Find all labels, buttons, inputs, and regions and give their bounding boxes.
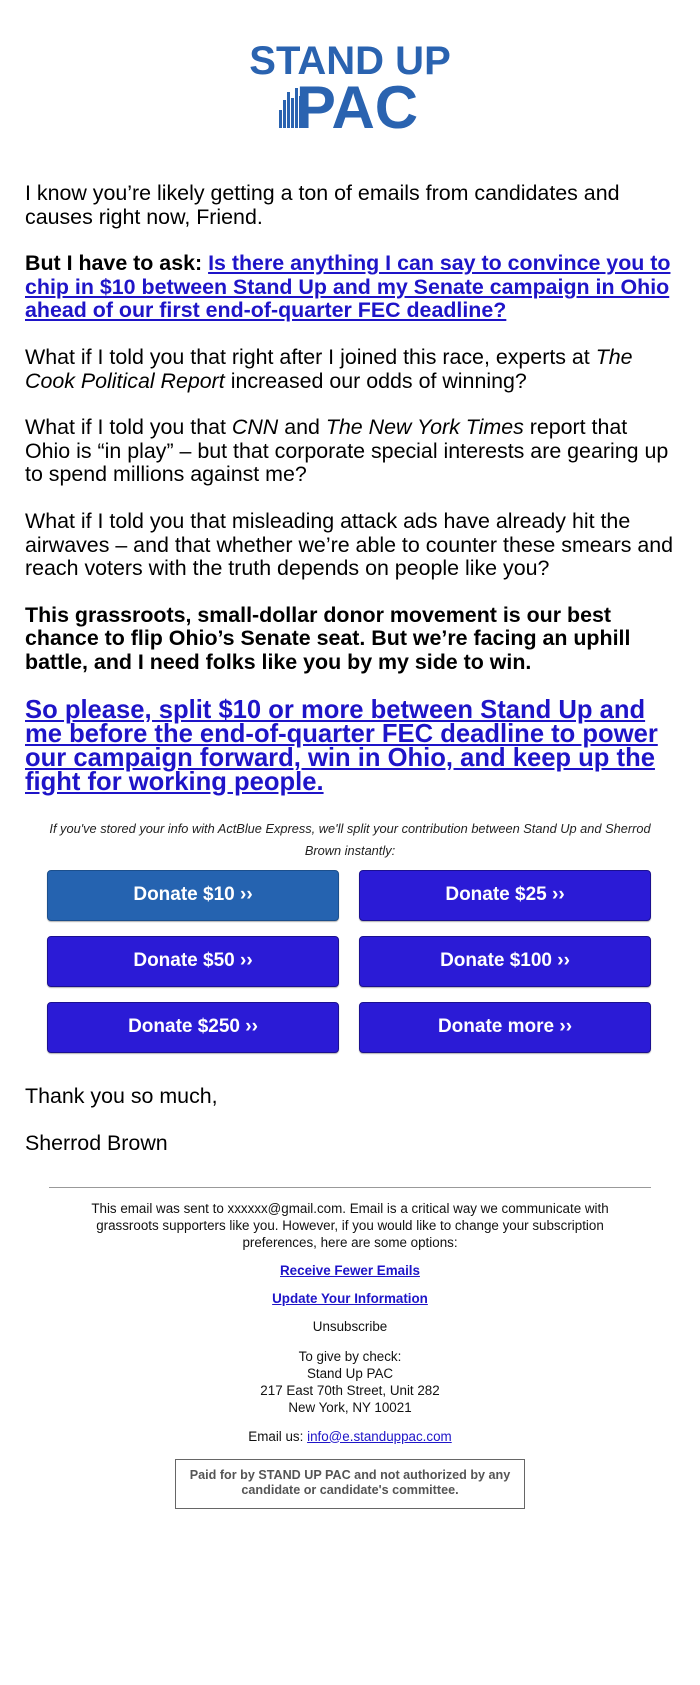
actblue-note: If you've stored your info with ActBlue Express, we'll split your contribution between Stand Up and Sherrod Brown instantly: <box>49 820 651 858</box>
in-play-and: and <box>284 415 320 440</box>
donate-more-button[interactable]: Donate more ›› <box>359 1002 651 1053</box>
cook-report-paragraph <box>25 346 675 393</box>
donate-25-button[interactable]: Donate $25 ›› <box>359 870 651 921</box>
cnn-title: CNN <box>231 415 279 440</box>
check-street: 217 East 70th Street, Unit 282 <box>260 1382 440 1398</box>
nyt-title: The New York Times <box>325 415 524 440</box>
check-heading: To give by check: <box>298 1348 402 1364</box>
logo-mark <box>249 38 451 141</box>
unsubscribe-link[interactable]: Unsubscribe <box>312 1318 388 1334</box>
attack-ads-paragraph: What if I told you that misleading attack ads have already hit the airwaves – and that whether we’re able to counter these smears and reach voters with the truth depends on people like you? <box>25 508 674 581</box>
paid-for-disclaimer: Paid for by STAND UP PAC and not authorized by any candidate or candidate's committee. <box>175 1459 525 1509</box>
stand-up-pac-logo <box>0 0 700 148</box>
donate-10-button[interactable]: Donate $10 ›› <box>47 870 339 921</box>
donate-250-button[interactable]: Donate $250 ›› <box>47 1002 339 1053</box>
email-us-label: Email us: <box>248 1428 304 1444</box>
sent-to-notice: This email was sent to xxxxxx@gmail.com. Email is a critical way we communicate with grassroots supporters like you. However, if you would like to change your subscription preferences, here are some options: <box>91 1200 609 1250</box>
signature-name: Sherrod Brown <box>25 1130 168 1155</box>
chip-in-link[interactable]: Is there anything I can say to convince you to chip in $10 between Stand Up and my Senate campaign in Ohio ahead of our first end-of-quarter FEC deadline? <box>25 251 671 323</box>
thanks-line: Thank you so much, <box>25 1083 218 1108</box>
update-information-link[interactable]: Update Your Information <box>272 1290 428 1306</box>
ask-lead: But I have to ask: <box>25 251 203 276</box>
cta-paragraph <box>25 695 675 796</box>
email-footer <box>0 1188 700 1445</box>
donate-50-button[interactable]: Donate $50 ›› <box>47 936 339 987</box>
receive-fewer-emails-link[interactable]: Receive Fewer Emails <box>280 1262 420 1278</box>
donate-button-grid <box>47 870 653 1053</box>
email-body <box>0 148 700 862</box>
cook-text-b: increased our odds of winning? <box>230 368 527 393</box>
in-play-text-a: What if I told you that <box>25 415 226 440</box>
donate-100-button[interactable]: Donate $100 ›› <box>359 936 651 987</box>
ohio-in-play-paragraph <box>25 416 675 487</box>
cook-text-a: What if I told you that right after I joined this race, experts at <box>25 344 590 369</box>
ask-paragraph <box>25 252 675 323</box>
intro-paragraph: I know you’re likely getting a ton of emails from candidates and causes right now, Friend. <box>25 181 620 229</box>
signoff <box>0 1084 700 1155</box>
cook-report-title: The Cook Political Report <box>25 344 633 393</box>
check-payee: Stand Up PAC <box>306 1365 394 1381</box>
check-city: New York, NY 10021 <box>288 1399 412 1415</box>
email-us-line <box>70 1428 630 1445</box>
split-donation-link[interactable]: So please, split $10 or more between Stand Up and me before the end-of-quarter FEC deadline to power our campaign forward, win in Ohio, and keep up the fight for working people. <box>25 695 658 796</box>
contact-email-link[interactable]: info@e.standuppac.com <box>307 1428 452 1444</box>
logo-line1: STAND UP <box>249 39 451 83</box>
logo-line2: PAC <box>295 74 419 141</box>
grassroots-paragraph: This grassroots, small-dollar donor movement is our best chance to flip Ohio’s Senate seat. But we’re facing an uphill battle, and I need folks like you by my side to win. <box>25 602 631 674</box>
in-play-text-b: report that Ohio is “in play” – but that corporate special interests are gearing up to spend millions against me? <box>25 415 669 487</box>
